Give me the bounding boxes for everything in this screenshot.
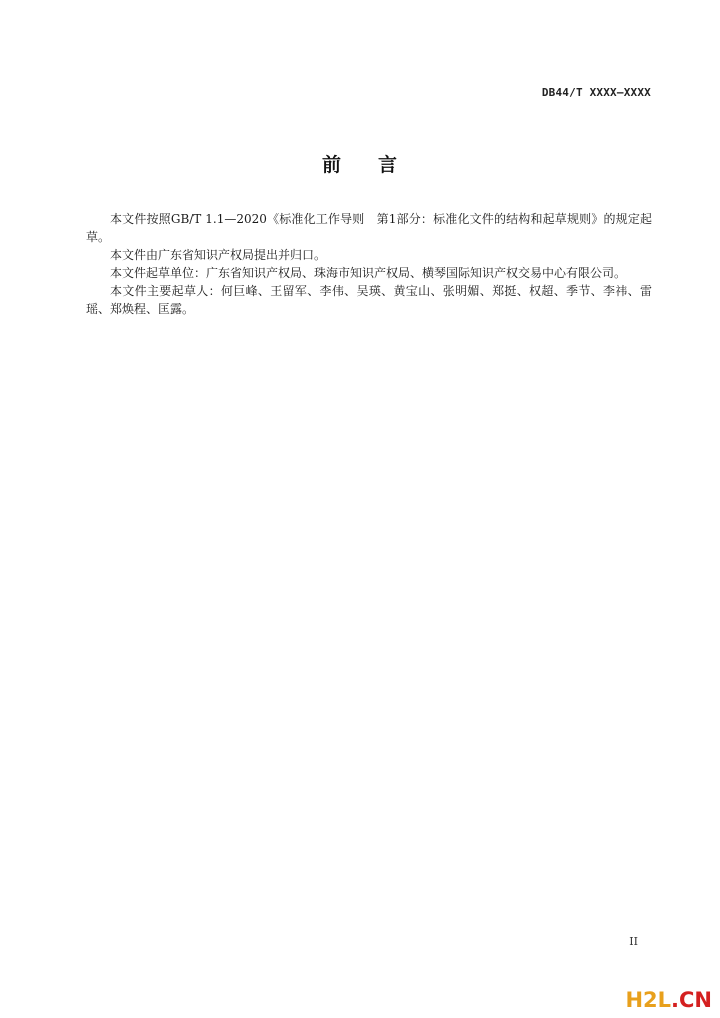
paragraph-proposer: 本文件由广东省知识产权局提出并归口。 bbox=[110, 248, 327, 262]
document-code: DB44/T XXXX—XXXX bbox=[541, 86, 651, 99]
watermark-part-2: .CN bbox=[671, 988, 712, 1012]
title-char-1: 前 bbox=[321, 154, 342, 176]
foreword-body bbox=[86, 210, 652, 318]
site-watermark bbox=[625, 988, 712, 1012]
paragraph-drafting-basis: 本文件按照GB/T 1.1—2020《标准化工作导则 第1部分：标准化文件的结构和起草规则》的规定起草。 bbox=[86, 212, 652, 244]
page-number: II bbox=[629, 935, 638, 948]
title-char-2: 言 bbox=[378, 154, 399, 176]
paragraph-drafting-units: 本文件起草单位：广东省知识产权局、珠海市知识产权局、横琴国际知识产权交易中心有限公司。 bbox=[110, 266, 627, 280]
page-title bbox=[0, 150, 720, 177]
paragraph-drafters: 本文件主要起草人：何巨峰、王留军、李伟、吴瑛、黄宝山、张明媚、郑挺、权超、季节、李祎、雷瑶、郑焕程、匡露。 bbox=[86, 284, 652, 316]
watermark-part-1: H2L bbox=[625, 988, 672, 1012]
